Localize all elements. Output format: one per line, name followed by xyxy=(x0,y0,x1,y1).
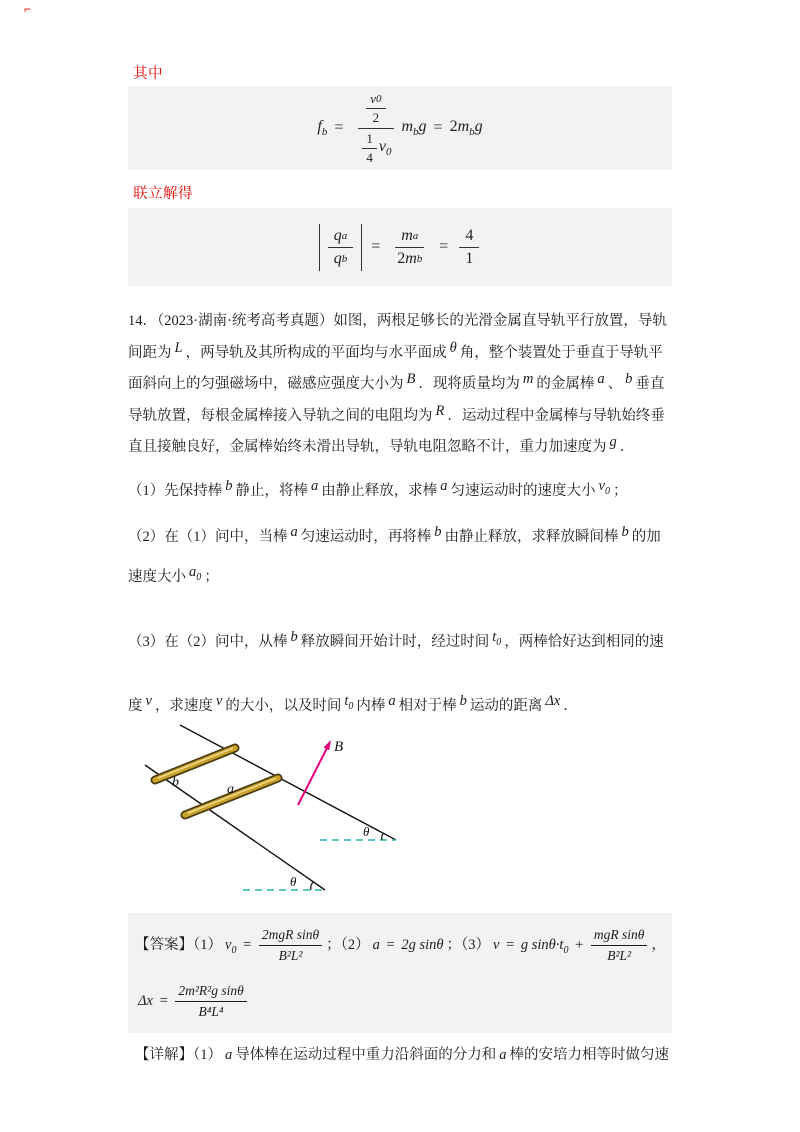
fraction-den xyxy=(391,248,428,269)
text-segment: ，两导轨及其所构成的平面均与水平面成 xyxy=(185,344,447,361)
sub-b: b xyxy=(321,126,328,139)
fraction-den xyxy=(328,248,354,269)
text-segment: 导体棒在运动过程中重力沿斜面的分力和 xyxy=(235,1047,497,1063)
text-segment: ； xyxy=(612,482,628,499)
math-var: $v_0$ xyxy=(225,937,237,956)
math-var: $t_0$ xyxy=(492,629,502,649)
page-corner-artifact: ⌐ xyxy=(24,2,31,16)
text-segment: 内棒 xyxy=(356,698,386,715)
text-segment: 由静止释放，求释放瞬间棒 xyxy=(444,529,619,546)
text-segment: ．运动过程中金属棒与导轨始终垂直且接触良好，金属棒始终未滑出导轨，导轨电阻忽略不计，重力加速度为 xyxy=(128,407,665,455)
sub-b: b xyxy=(416,252,423,265)
math-var: a xyxy=(372,937,380,954)
rod-b-highlight xyxy=(158,749,232,779)
math-var: v xyxy=(215,693,223,710)
text-segment: 14．（2023·湖南·统考高考真题）如图，两根足够长的光滑金属直导轨平行放置，导轨间距为 xyxy=(128,313,667,361)
text-segment: ． xyxy=(563,698,578,715)
text-segment: （3）在（2）问中，从棒 xyxy=(128,634,288,651)
problem-intro xyxy=(128,306,674,464)
sub-a: a xyxy=(412,229,419,242)
math-var: g $\sin\theta\cdot t_0$ xyxy=(520,937,569,956)
absolute-value xyxy=(319,224,363,271)
fraction-4-over-1 xyxy=(459,226,479,269)
text-segment: 静止，将棒 xyxy=(235,482,308,499)
rail-right xyxy=(180,725,396,840)
text-segment: ，两棒恰好达到相同的速度 xyxy=(128,634,664,715)
text-segment: 的加速度大小 xyxy=(128,529,661,586)
fraction-num: 4 xyxy=(459,226,479,248)
term-2mbg xyxy=(450,118,483,138)
text-segment: 的金属棒 xyxy=(536,376,595,392)
big-fraction-denominator xyxy=(354,129,397,167)
text-segment: ；（3） xyxy=(446,937,490,954)
theta-label-right: θ xyxy=(363,824,370,839)
text-segment: 棒的安培力相等时做匀速 xyxy=(509,1047,669,1063)
inline-fraction: $\frac{\text{mgR sinθ}}{\text{B²L²}}$ xyxy=(591,926,648,965)
equals-sign: = xyxy=(433,119,443,136)
text-segment: = xyxy=(382,937,399,954)
math-var: b xyxy=(290,629,298,646)
inner-fraction-v0-over-2 xyxy=(366,91,385,126)
var-v: v xyxy=(378,137,386,155)
math-var: g xyxy=(609,434,617,450)
text-segment: 垂直导轨放置，每根金属棒接入导轨之间的电阻均为 xyxy=(128,376,665,424)
text-segment: （2）在（1）问中，当棒 xyxy=(128,529,288,546)
fraction-num xyxy=(328,226,354,248)
text-segment: ；（2） xyxy=(326,937,370,954)
formula-panel-fb xyxy=(128,86,672,170)
label-among: 其中 xyxy=(133,66,163,82)
coefficient-2: 2 xyxy=(397,249,406,267)
math-var: a xyxy=(597,371,605,387)
text-segment: 的大小，以及时间 xyxy=(225,698,342,715)
label-combine-solve: 联立解得 xyxy=(133,186,193,202)
math-var: $a_0$ xyxy=(189,564,202,584)
answer-line-2 xyxy=(135,976,251,1026)
text-segment: ．现将质量均为 xyxy=(418,376,520,392)
inline-fraction: $\frac{\text{2m²R²g sinθ}}{\text{B⁴L⁴}}$ xyxy=(175,982,246,1021)
math-var: b xyxy=(459,693,467,710)
rod-b-label: b xyxy=(172,775,179,790)
var-v: v xyxy=(370,90,377,106)
math-var: $v_0$ xyxy=(598,477,610,497)
inner-num xyxy=(366,91,385,109)
rod-a-label: a xyxy=(227,782,234,797)
math-var: v xyxy=(145,693,152,710)
fraction-ma-over-2mb xyxy=(391,226,428,269)
text-segment: 【答案】（1） xyxy=(135,937,222,954)
detail-line xyxy=(135,1042,675,1068)
var-m: m xyxy=(401,226,413,244)
var-q: q xyxy=(333,226,342,244)
inline-fraction: $\frac{\text{2mgR sinθ}}{\text{B²L²}}$ xyxy=(259,926,322,965)
equals-sign: = xyxy=(371,238,381,255)
math-var: Δx xyxy=(138,992,153,1009)
equals-sign: = xyxy=(439,238,449,255)
theta-label-bottom: θ xyxy=(290,874,297,889)
text-segment: （1）先保持棒 xyxy=(128,482,223,499)
text-segment: ； xyxy=(204,569,219,586)
formula-fb xyxy=(317,90,482,167)
text-segment: = xyxy=(502,937,518,954)
math-var: a xyxy=(311,477,319,494)
text-segment: 【详解】（1） xyxy=(135,1047,222,1063)
math-var: a xyxy=(290,524,298,541)
text-segment: 匀速运动时的速度大小 xyxy=(450,482,596,499)
sub-b: b xyxy=(413,126,419,139)
text-segment: ． xyxy=(619,439,635,455)
term-fb xyxy=(317,118,327,138)
text-segment: 、 xyxy=(607,376,623,392)
sub-a: a xyxy=(341,229,348,242)
text-segment: + xyxy=(571,937,587,954)
inner-fraction-1-over-4 xyxy=(362,131,377,166)
math-var: θ xyxy=(449,339,457,356)
field-label-B: B xyxy=(334,739,344,755)
math-var: a xyxy=(499,1047,507,1063)
sub-b: b xyxy=(341,252,348,265)
fraction-num xyxy=(395,226,424,248)
fraction-qa-over-qb xyxy=(328,226,354,269)
sub-b: b xyxy=(469,126,475,139)
math-var: b xyxy=(621,524,629,541)
big-fraction xyxy=(354,90,397,167)
var-m: m xyxy=(457,117,470,135)
var-m: m xyxy=(405,249,417,267)
inner-num: 1 xyxy=(362,131,377,149)
math-var: m xyxy=(522,371,534,387)
field-arrow-shaft xyxy=(298,748,327,805)
math-var: b xyxy=(434,524,442,541)
answer-panel xyxy=(128,913,672,1033)
math-var: $t_0$ xyxy=(344,693,354,713)
rod-b xyxy=(155,748,235,780)
text-segment: 角，整个装置处于垂直于导轨平面斜向上的匀强磁场中，磁感应强度大小为 xyxy=(128,344,663,392)
text-segment: 匀速运动时，再将棒 xyxy=(300,529,432,546)
problem-section xyxy=(128,306,674,741)
sub-0: 0 xyxy=(385,146,392,159)
text-segment: = xyxy=(239,937,255,954)
var-q: q xyxy=(333,249,342,267)
math-var: Δx xyxy=(545,693,561,710)
text-segment: 由静止释放，求棒 xyxy=(321,482,438,499)
math-var: a xyxy=(388,693,396,710)
big-fraction-numerator xyxy=(358,90,393,129)
math-var: B xyxy=(406,371,416,387)
text-segment: = xyxy=(155,992,172,1009)
incline-figure-svg xyxy=(130,710,430,910)
var-g: g xyxy=(474,117,483,135)
math-var: v xyxy=(493,937,500,954)
answer-line-1 xyxy=(135,920,666,976)
inner-den: 4 xyxy=(366,149,373,165)
math-var: a xyxy=(440,477,448,494)
math-var: R xyxy=(435,402,445,419)
formula-ratio xyxy=(317,224,484,271)
term-mb xyxy=(401,118,426,138)
var-g: g xyxy=(418,117,427,135)
coefficient-2: 2 xyxy=(449,117,458,135)
sub-0: 0 xyxy=(376,92,382,105)
math-var: a xyxy=(225,1047,233,1063)
term-v0 xyxy=(379,138,392,158)
inner-den: 2 xyxy=(372,109,380,125)
problem-question-1 xyxy=(128,471,674,517)
incline-figure xyxy=(130,710,430,910)
math-var: 2g sinθ xyxy=(401,937,444,954)
angle-arc-bottom xyxy=(311,882,314,890)
text-segment: ， xyxy=(651,937,666,954)
math-var: L xyxy=(174,339,183,356)
field-arrowhead xyxy=(324,740,331,750)
angle-arc-right xyxy=(382,834,384,841)
text-segment: ，求速度 xyxy=(154,698,213,715)
var-m: m xyxy=(401,117,414,135)
math-var: b xyxy=(625,371,633,387)
math-var: b xyxy=(225,477,233,494)
problem-question-2 xyxy=(128,517,674,603)
text-segment: 运动的距离 xyxy=(469,698,543,715)
fraction-den: 1 xyxy=(465,249,474,267)
text-segment: 释放瞬间开始计时，经过时间 xyxy=(300,634,490,651)
var-f: f xyxy=(317,117,322,135)
equals-sign: = xyxy=(334,119,344,136)
text-segment: 相对于棒 xyxy=(398,698,457,715)
formula-panel-ratio xyxy=(128,208,672,286)
field-arrow xyxy=(298,740,331,805)
